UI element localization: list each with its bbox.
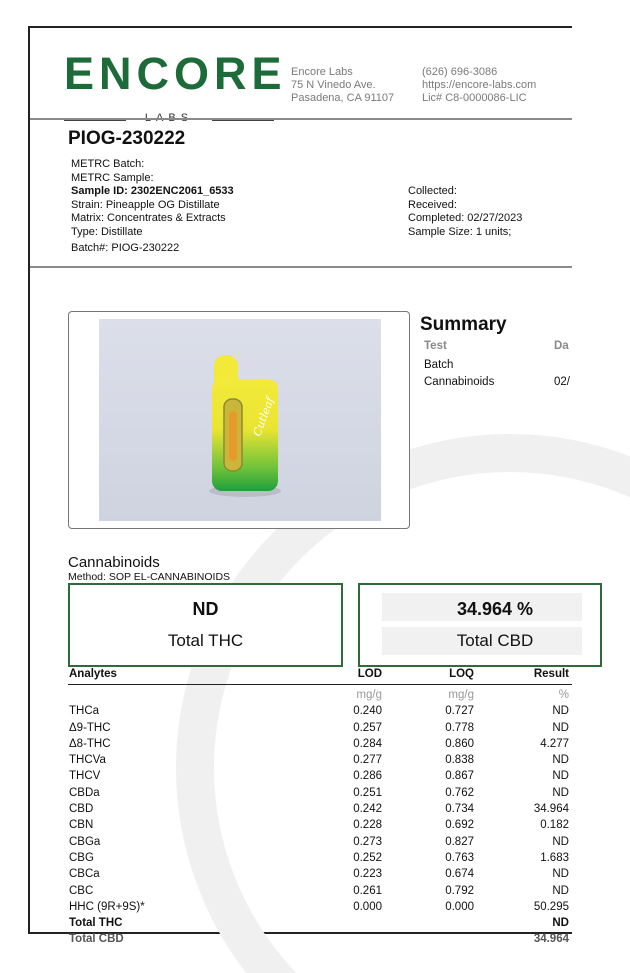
device-brand-text: Cutleaf [250,395,277,439]
analyte-lod: 0.257 [353,721,382,734]
analyte-name: THCV [69,770,101,783]
analyte-result: ND [552,786,569,799]
completed: Completed: 02/27/2023 [408,212,523,225]
analyte-lod: 0.000 [353,900,382,913]
analyte-name: Δ8-THC [69,737,111,750]
total-thc-label: Total THC [167,631,244,650]
table-row [68,736,572,752]
analyte-loq: 0.674 [445,868,474,881]
analyte-name: CBC [69,884,94,897]
analyte-lod: 0.261 [353,884,382,897]
analyte-lod: 0.228 [353,819,382,832]
type: Type: Distillate [71,225,143,238]
sample-title: PIOG-230222 [68,128,186,149]
table-header [68,668,572,685]
total-thc-box [68,583,343,667]
contact-phone: (626) 696-3086 [422,66,498,78]
col-loq: LOQ [449,668,474,680]
analyte-result: 0.182 [540,819,569,832]
analyte-result: 1.683 [540,851,569,864]
summary-test: Batch [424,359,454,371]
unit-loq: mg/g [448,689,474,701]
analyte-lod: 0.251 [353,786,382,799]
analyte-loq: 0.734 [445,803,474,816]
analyte-result: ND [552,770,569,783]
analyte-result: ND [552,868,569,881]
analyte-lod: 0.240 [353,705,382,718]
summary-test: Cannabinoids [424,376,495,388]
table-row [68,883,572,899]
analyte-name: Δ9-THC [69,721,111,734]
table-row [68,801,572,817]
analyte-lod: 0.273 [353,835,382,848]
analyte-name: CBGa [69,835,101,848]
analyte-loq: 0.778 [445,721,474,734]
analyte-name: CBG [69,851,94,864]
col-result: Result [533,668,569,680]
analyte-result: ND [552,884,569,897]
sample-dates [408,185,522,239]
analyte-result: 50.295 [533,900,569,913]
cutoff-row-result: 34.964 [533,933,569,946]
summary-date: 02/ [554,376,570,388]
analyte-loq: 0.827 [445,835,474,848]
total-cbd-box [358,583,602,667]
analyte-loq: 0.692 [445,819,474,832]
summary-table [424,338,574,391]
encore-labs-logo [64,48,287,110]
analyte-name: CBD [69,803,94,816]
analytes-table [68,668,572,946]
col-analytes: Analytes [69,668,117,680]
logo-rule-right [212,120,274,121]
lab-address [291,66,394,105]
analyte-loq: 0.838 [445,754,474,767]
table-row [68,834,572,850]
cutoff-row-label: Total CBD [69,933,124,946]
batch-number: Batch#: PIOG-230222 [71,241,180,254]
analyte-result: ND [552,705,569,718]
table-row [68,752,572,768]
summary-col-test: Test [424,340,447,352]
analyte-name: CBDa [69,786,100,799]
contact-website[interactable]: https://encore-labs.com [422,79,537,91]
col-lod: LOD [357,668,382,680]
table-row [68,850,572,866]
address-line: Encore Labs [291,66,353,78]
summary-row [424,374,574,391]
analyte-name: HHC (9R+9S)* [69,900,145,913]
analyte-result: ND [552,754,569,767]
analyte-name: CBCa [69,868,100,881]
analyte-result: 4.277 [540,737,569,750]
metrc-batch: METRC Batch: [71,158,145,170]
analyte-result: ND [552,721,569,734]
analyte-lod: 0.284 [353,737,382,750]
analyte-lod: 0.286 [353,770,382,783]
sample-size: Sample Size: 1 units; [408,225,512,238]
summary-row [424,357,574,374]
units-row [68,687,572,703]
vape-device-illustration [99,319,381,521]
logo-wordmark: ENCORE [64,48,287,99]
sample-details [71,158,234,255]
metrc-sample: METRC Sample: [71,171,154,184]
table-row [68,768,572,784]
analyte-lod: 0.252 [353,851,382,864]
total-cbd-row-cutoff [68,931,572,946]
analyte-name: THCVa [69,754,106,767]
summary-col-date: Da [554,340,569,352]
total-row-result: ND [552,917,569,930]
total-thc-row [68,915,572,931]
analyte-name: CBN [69,819,94,832]
contact-license: Lic# C8-0000086-LIC [422,92,527,104]
table-row [68,899,572,915]
analyte-rows [68,703,572,915]
table-row [68,866,572,882]
total-row-label: Total THC [69,917,123,930]
collected: Collected: [408,185,457,197]
unit-result: % [558,689,569,701]
analyte-result: ND [552,835,569,848]
analyte-loq: 0.763 [445,851,474,864]
analyte-loq: 0.792 [445,884,474,897]
analyte-loq: 0.867 [445,770,474,783]
analyte-name: THCa [69,705,100,718]
unit-lod: mg/g [356,689,382,701]
table-row [68,720,572,736]
summary-title: Summary [420,314,507,335]
cannabinoids-title: Cannabinoids [68,554,160,571]
analyte-result: 34.964 [533,803,569,816]
analyte-loq: 0.860 [445,737,474,750]
sample-divider [30,266,572,268]
total-cbd-value: 34.964 % [456,599,534,619]
analyte-lod: 0.223 [353,868,382,881]
analyte-loq: 0.727 [445,705,474,718]
strain: Strain: Pineapple OG Distillate [71,198,220,211]
received: Received: [408,198,457,211]
product-photo-frame [68,311,410,529]
product-photo [99,319,381,521]
analyte-loq: 0.000 [445,900,474,913]
analyte-lod: 0.277 [353,754,382,767]
logo-subline [64,112,274,128]
sample-id: Sample ID: 2302ENC2061_6533 [71,185,234,198]
total-thc-value: ND [192,599,219,619]
table-row [68,785,572,801]
analyte-lod: 0.242 [353,803,382,816]
address-line: Pasadena, CA 91107 [291,92,395,104]
address-line: 75 N Vinedo Ave. [291,79,376,91]
analyte-loq: 0.762 [445,786,474,799]
table-row [68,703,572,719]
lab-contact [422,66,536,105]
header-divider [30,118,572,120]
cannabinoids-method: Method: SOP EL-CANNABINOIDS [68,571,231,583]
table-row [68,817,572,833]
total-cbd-label: Total CBD [456,631,534,650]
summary-header [424,338,574,355]
matrix: Matrix: Concentrates & Extracts [71,212,226,225]
report-page [28,26,572,946]
